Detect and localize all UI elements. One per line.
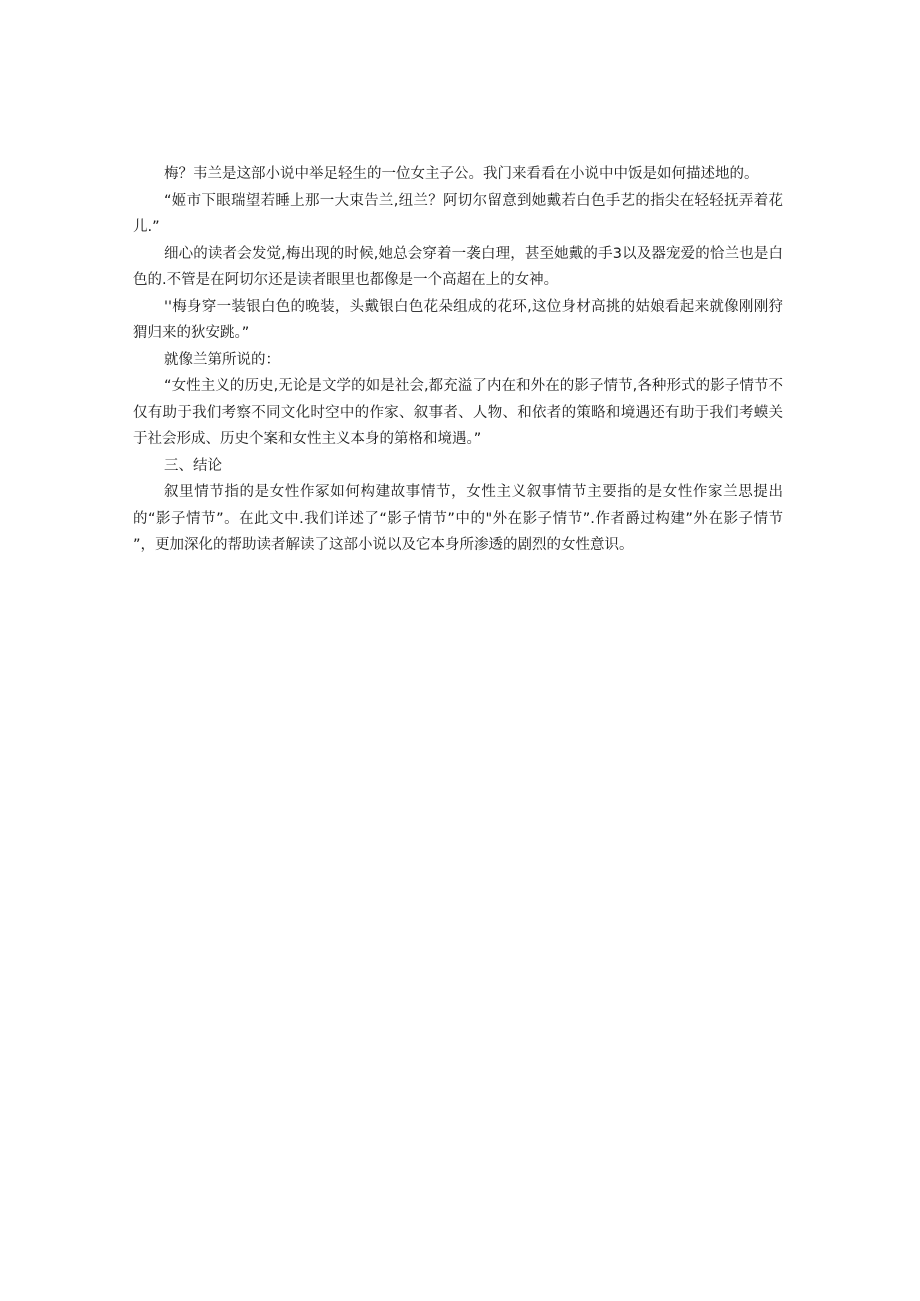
paragraph-quote-evening-dress: ''梅身穿一装银白色的晚装，头戴银白色花朵组成的花环,这位身材高挑的姑娘看起来就像刚刚狩猬归来的狄安跳。”	[133, 298, 783, 341]
paragraph-quote-feminism-history: “女性主义的历史,无论是文学的如是社会,都充溢了内在和外在的影子情节,各种形式的影子情节不仅有助于我们考察不同文化时空中的作家、叙事者、人物、和依者的策略和境遇还有助于我们考蟆关于社会形成、历史个案和女性主义本身的第格和境遇。”	[133, 378, 783, 447]
paragraph-conclusion: 叙里情节指的是女性作冢如何构建故事情节，女性主义叙事情节主要指的是女性作家兰思提出的“影子情节”。在此文中.我们详述了“影子情节”中的"外在影子情节”.作者爵过构建”外在影子情节 ”，更加深化的帮助读者解读了这部小说以及它本身所渗透的剧烈的女性意识。	[133, 484, 783, 553]
paragraph-intro: 梅？韦兰是这部小说中举足轻生的一位女主子公。我门来看看在小说中中饭是如何描述地的。	[164, 166, 759, 182]
document-body	[133, 161, 783, 559]
paragraph-white-observation: 细心的读者会发觉,梅出现的时候,她总会穿着一袭白理，甚至她戴的手3以及器宠爱的恰兰也是白色的.不管是在阿切尔还是读者眼里也都像是一个高超在上的女神。	[133, 245, 783, 288]
paragraph-quote-flowers: “姬市下眼瑞望若睡上那一大束告兰,纽兰？阿切尔留意到她戴若白色手艺的指尖在轻轻抚弄着花儿.”	[133, 192, 783, 235]
paragraph-as-said: 就像兰第所说的：	[164, 351, 280, 368]
section-heading-conclusion: 三、结论	[164, 457, 222, 474]
